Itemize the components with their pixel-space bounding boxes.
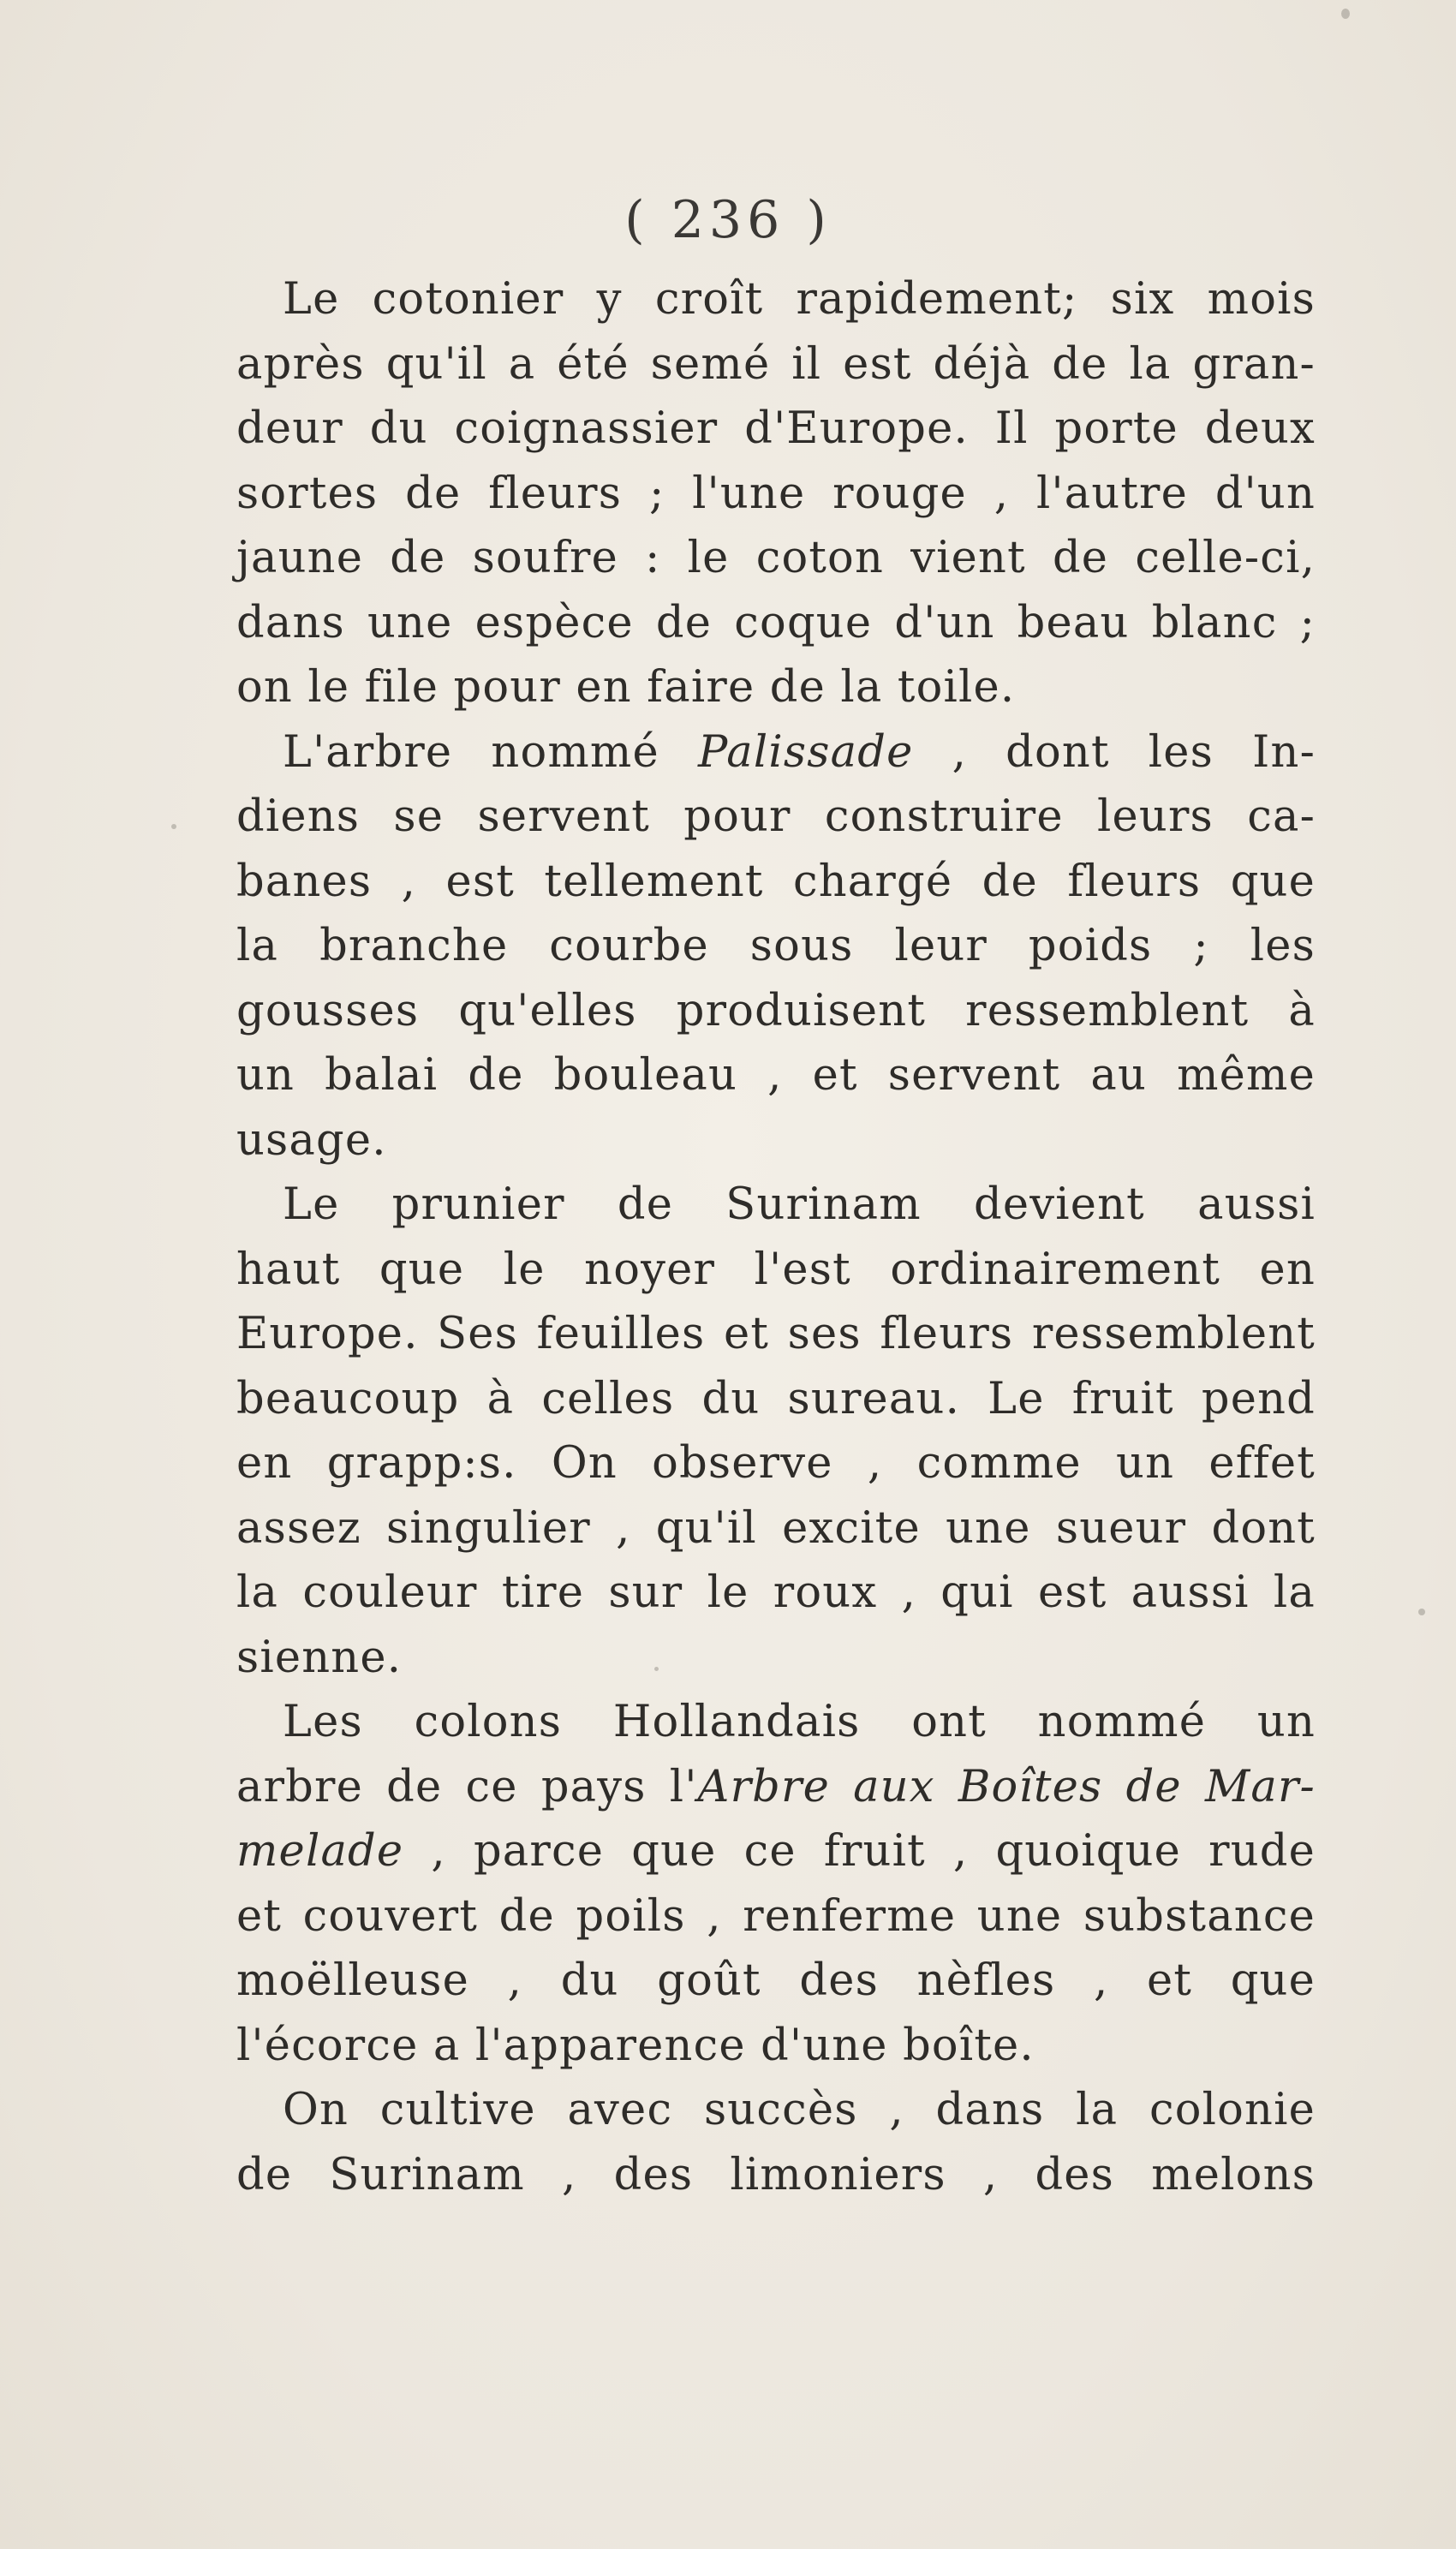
text-line: un balai de bouleau , et servent au même — [236, 1050, 1316, 1101]
text-line: la branche courbe sous leur poids ; les — [236, 921, 1316, 971]
text-line — [236, 720, 1316, 785]
text-segment: L'arbre nommé — [283, 726, 699, 778]
paper-speck — [1341, 9, 1350, 19]
text-line: usage. — [236, 1114, 387, 1166]
text-line: moëlleuse , du goût des nèfles , et que — [236, 1955, 1316, 2006]
text-line: beaucoup à celles du sureau. Le fruit pend — [236, 1373, 1316, 1424]
body-text — [236, 267, 1316, 2207]
text-line: deur du coignassier d'Europe. Il porte deux — [236, 403, 1316, 454]
paper-speck — [1418, 1609, 1425, 1615]
italic-term: melade — [236, 1826, 404, 1877]
text-line: Le prunier de Surinam devient aussi — [283, 1179, 1316, 1230]
text-line: on le file pour en faire de la toile. — [236, 662, 1016, 713]
text-line: et couvert de poils , renferme une substance — [236, 1890, 1316, 1942]
text-line: de Surinam , des limoniers , des melons — [236, 2149, 1316, 2200]
text-line: l'écorce a l'apparence d'une boîte. — [236, 2020, 1035, 2071]
text-line: banes , est tellement chargé de fleurs que — [236, 856, 1316, 907]
page-number: ( 236 ) — [624, 190, 832, 250]
text-line: haut que le noyer l'est ordinairement en — [236, 1244, 1316, 1295]
italic-term: Palissade — [698, 726, 914, 778]
text-line — [236, 1819, 1316, 1884]
text-line: sienne. — [236, 1632, 403, 1683]
text-line: Europe. Ses feuilles et ses fleurs ressemblent — [236, 1309, 1316, 1359]
text-line: sortes de fleurs ; l'une rouge , l'autre d'un — [236, 468, 1316, 519]
text-line: en grapp:s. On observe , comme un effet — [236, 1438, 1316, 1489]
text-segment: arbre de ce pays l' — [236, 1761, 698, 1812]
text-segment: , parce que ce fruit , quoique rude — [403, 1826, 1316, 1877]
text-line: la couleur tire sur le roux , qui est aussi la — [236, 1567, 1316, 1618]
text-line: après qu'il a été semé il est déjà de la gran- — [236, 338, 1316, 390]
text-segment: , dont les In- — [913, 726, 1316, 778]
text-line: assez singulier , qu'il excite une sueur dont — [236, 1502, 1316, 1554]
text-line: dans une espèce de coque d'un beau blanc ; — [236, 597, 1316, 648]
paper-speck — [654, 1667, 659, 1671]
italic-term: Arbre aux Boîtes de Mar- — [697, 1761, 1316, 1812]
paper-speck — [171, 824, 176, 829]
text-line: gousses qu'elles produisent ressemblent à — [236, 985, 1316, 1036]
text-line: diens se servent pour construire leurs ca- — [236, 791, 1316, 842]
text-line: Le cotonier y croît rapidement; six mois — [283, 274, 1316, 325]
text-line — [236, 1755, 1316, 1820]
text-line: Les colons Hollandais ont nommé un — [283, 1697, 1316, 1747]
text-line: On cultive avec succès , dans la colonie — [283, 2085, 1316, 2135]
text-line: jaune de soufre : le coton vient de celle-ci, — [236, 533, 1316, 583]
